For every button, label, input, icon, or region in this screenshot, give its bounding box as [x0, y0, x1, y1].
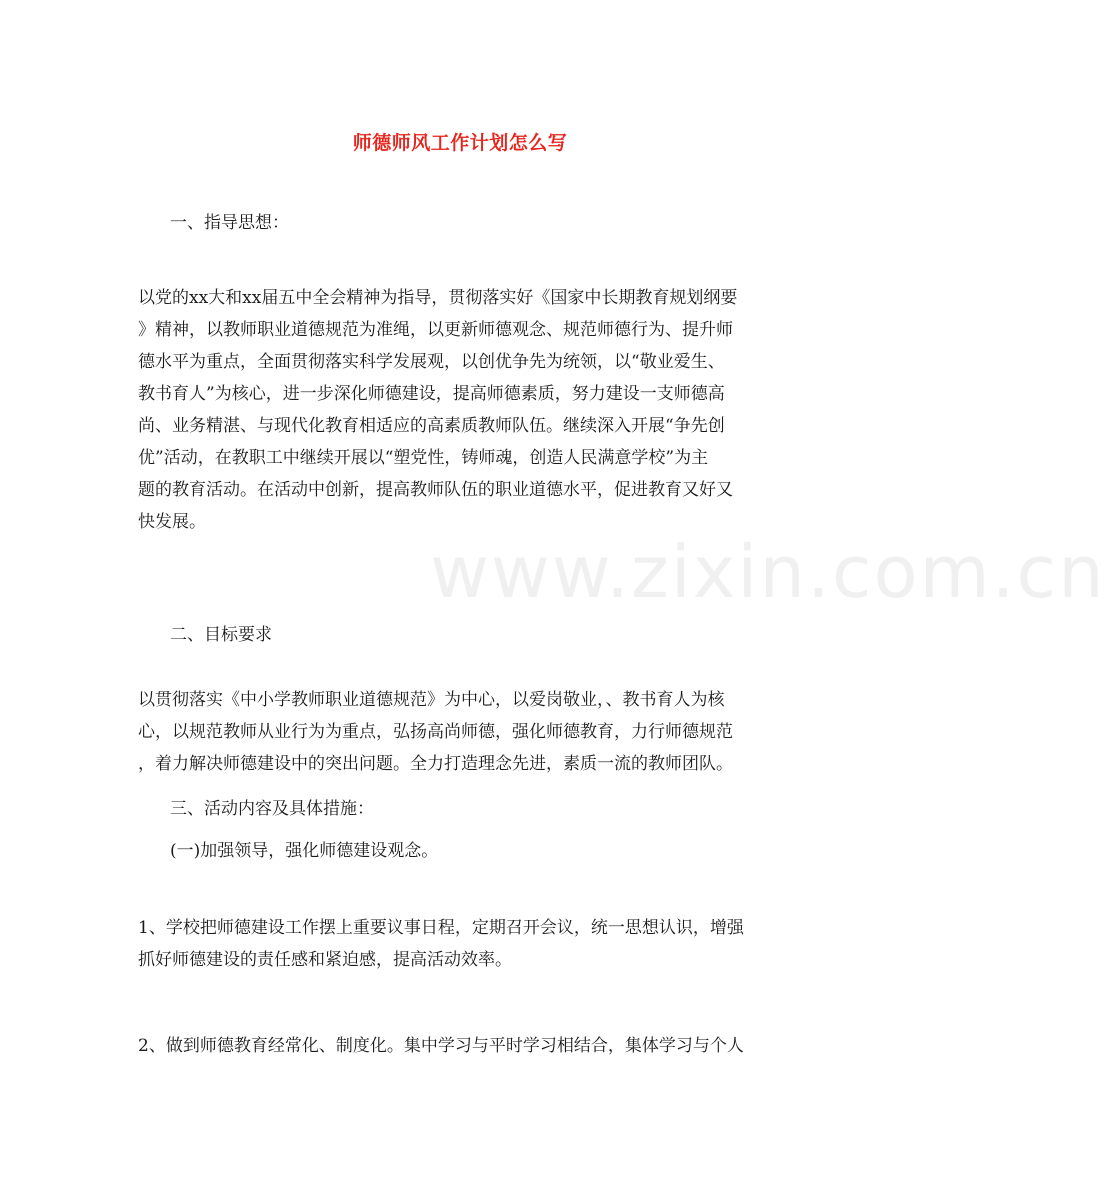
paragraph-line: 题的教育活动。在活动中创新，提高教师队伍的职业道德水平，促进教育又好又	[138, 480, 733, 500]
paragraph-goals	[138, 684, 782, 780]
paragraph-line: 》精神，以教师职业道德规范为准绳，以更新师德观念、规范师德行为、提升师	[138, 320, 733, 340]
paragraph-line: 教书育人”为核心，进一步深化师德建设，提高师德素质，努力建设一支师德高	[138, 384, 725, 404]
section-heading-goals: 二、目标要求	[170, 625, 272, 645]
document-title: 师德师风工作计划怎么写	[352, 132, 568, 154]
section-heading-activities: 三、活动内容及具体措施：	[170, 799, 374, 819]
paragraph-line: 德水平为重点，全面贯彻落实科学发展观，以创优争先为统领，以“敬业爱生、	[138, 352, 725, 372]
paragraph-line: 尚、业务精湛、与现代化教育相适应的高素质教师队伍。继续深入开展“争先创	[138, 416, 725, 436]
section-heading-guiding-thought: 一、指导思想：	[170, 213, 289, 233]
watermark: www.zixin.com.cn	[430, 530, 1106, 614]
paragraph-line: 快发展。	[138, 512, 206, 532]
paragraph-line: ，着力解决师德建设中的突出问题。全力打造理念先进，素质一流的教师团队。	[138, 754, 733, 774]
paragraph-item-2	[138, 1030, 782, 1062]
paragraph-line: 心，以规范教师从业行为为重点，弘扬高尚师德，强化师德教育，力行师德规范	[138, 722, 733, 742]
paragraph-line: 抓好师德建设的责任感和紧迫感，提高活动效率。	[138, 950, 512, 970]
paragraph-guiding-thought	[138, 282, 782, 538]
paragraph-item-1	[138, 912, 782, 976]
paragraph-line: 优”活动，在教职工中继续开展以“塑党性，铸师魂，创造人民满意学校”为主	[138, 448, 709, 468]
paragraph-line: 2、做到师德教育经常化、制度化。集中学习与平时学习相结合，集体学习与个人	[138, 1036, 744, 1056]
subsection-heading-leadership: (一)加强领导，强化师德建设观念。	[170, 841, 439, 861]
paragraph-line: 1、学校把师德建设工作摆上重要议事日程，定期召开会议，统一思想认识，增强	[138, 918, 744, 938]
paragraph-line: 以贯彻落实《中小学教师职业道德规范》为中心，以爱岗敬业，、教书育人为核	[138, 690, 725, 710]
paragraph-line: 以党的xx大和xx届五中全会精神为指导，贯彻落实好《国家中长期教育规划纲要	[138, 288, 738, 308]
